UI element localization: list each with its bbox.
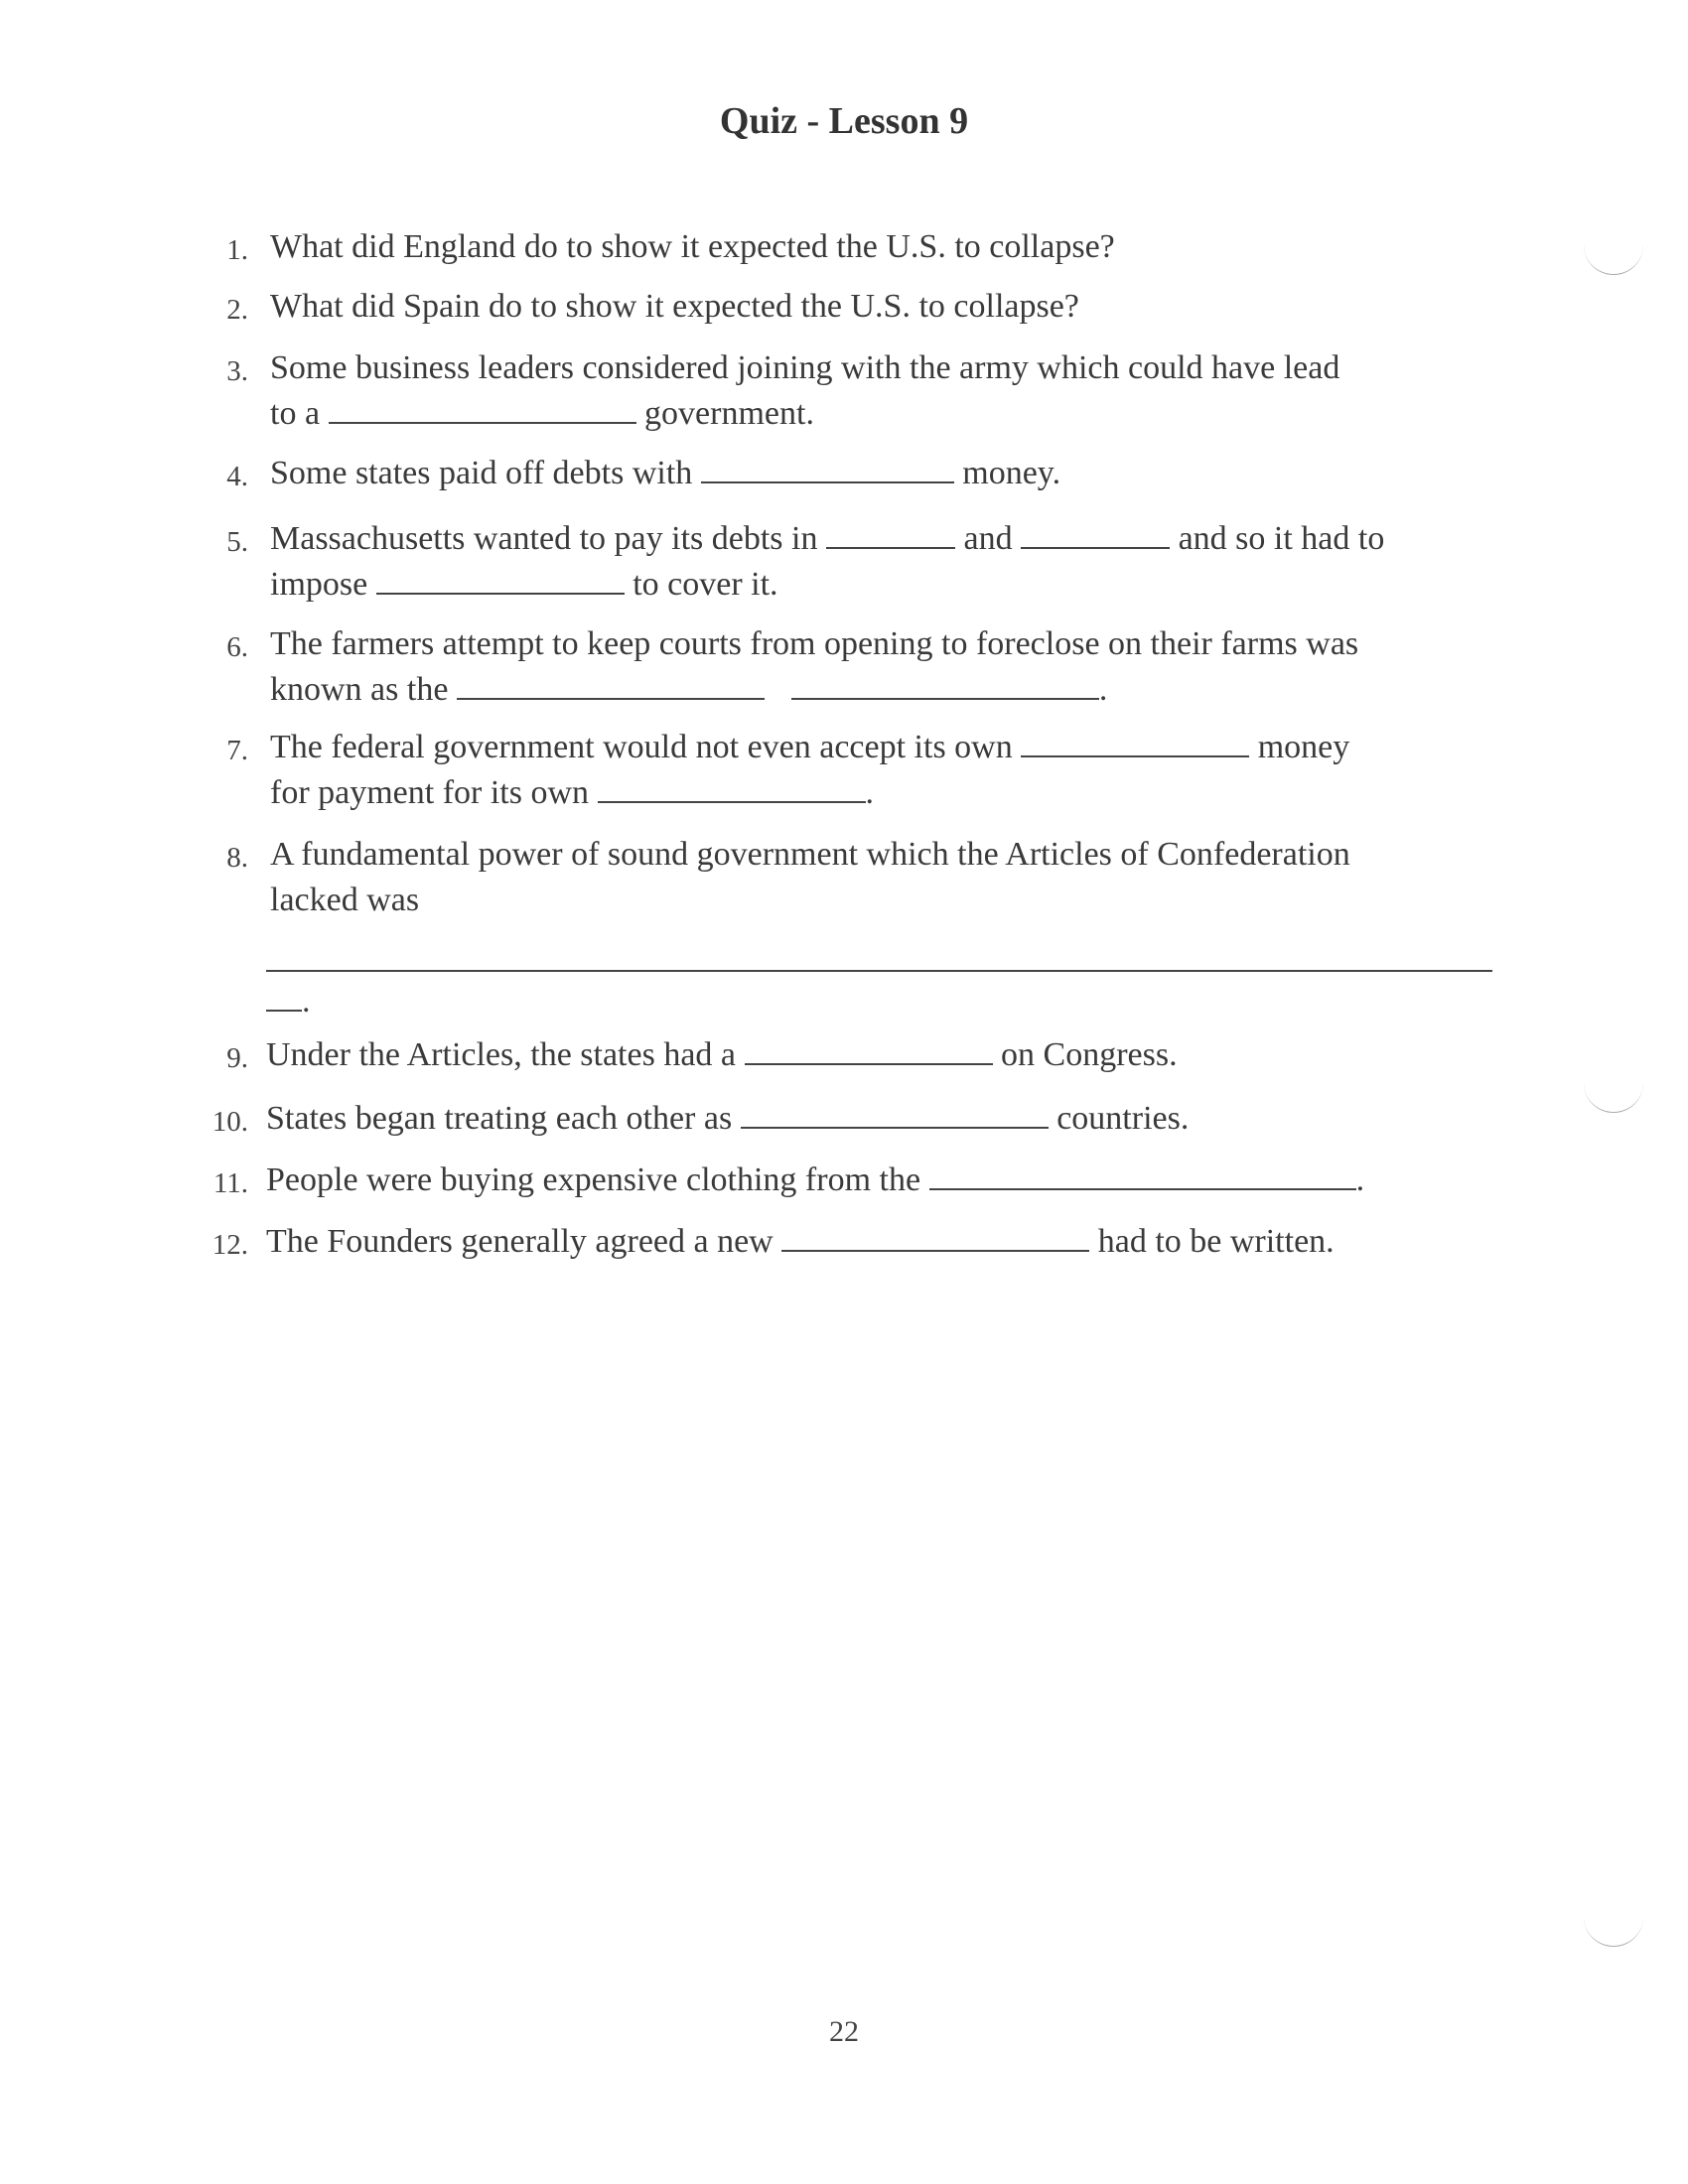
answer-blank[interactable]	[598, 800, 866, 803]
question-text: States began treating each other as	[266, 1100, 733, 1137]
question-text: Some business leaders considered joining with the army which could have lead	[270, 349, 1340, 386]
answer-blank[interactable]	[826, 546, 955, 549]
question-text-line3	[266, 983, 311, 1021]
question-text: Under the Articles, the states had a	[266, 1036, 737, 1073]
question-number: 11.	[212, 1167, 248, 1199]
question-number: 6.	[226, 631, 248, 663]
question-text: countries.	[1056, 1100, 1190, 1137]
question-text: had to be written.	[1097, 1223, 1335, 1260]
answer-blank[interactable]	[457, 697, 765, 700]
question-text: to a	[270, 395, 321, 432]
question-number: 8.	[226, 842, 248, 874]
question-text: .	[1098, 671, 1108, 708]
question-number: 3.	[226, 355, 248, 387]
question-text: .	[865, 774, 875, 811]
question-text-line	[266, 1223, 1335, 1261]
question-text-line	[270, 729, 1349, 766]
answer-blank[interactable]	[266, 1009, 302, 1012]
question-number: 10.	[211, 1106, 248, 1138]
question-text: .	[1355, 1161, 1365, 1198]
question-text: to cover it.	[633, 566, 778, 603]
question-text: lacked was	[270, 882, 420, 918]
question-number: 9.	[226, 1042, 248, 1074]
answer-blank[interactable]	[266, 969, 1492, 972]
question-number: 2.	[226, 294, 248, 326]
question-text-line2	[270, 566, 778, 604]
question-number: 1.	[226, 234, 248, 266]
question-text: The farmers attempt to keep courts from opening to foreclose on their farms was	[270, 625, 1359, 662]
question-text: The Founders generally agreed a new	[266, 1223, 774, 1260]
question-text-line	[266, 1100, 1189, 1138]
question-text: money	[1257, 729, 1350, 765]
binder-hole-mark	[1584, 1916, 1643, 1947]
answer-blank[interactable]	[741, 1126, 1049, 1129]
question-text-line	[266, 1036, 1178, 1074]
question-number: 7.	[226, 735, 248, 766]
question-text: money.	[962, 455, 1061, 491]
question-text: and	[963, 520, 1013, 557]
question-number: 5.	[226, 526, 248, 558]
page-number: 22	[829, 2015, 859, 2048]
question-text: and so it had to	[1178, 520, 1385, 557]
page-title: Quiz - Lesson 9	[719, 100, 969, 142]
question-text-line	[266, 1161, 1364, 1199]
question-text-line2	[270, 774, 874, 812]
answer-blank[interactable]	[791, 697, 1099, 700]
question-number: 12.	[211, 1229, 248, 1261]
answer-blank[interactable]	[929, 1187, 1356, 1190]
question-text: .	[302, 983, 311, 1020]
answer-blank[interactable]	[745, 1062, 993, 1065]
answer-blank[interactable]	[781, 1249, 1089, 1252]
binder-hole-mark	[1584, 244, 1643, 275]
question-text: Some states paid off debts with	[270, 455, 693, 491]
question-text: known as the	[270, 671, 449, 708]
question-text: The federal government would not even accept its own	[270, 729, 1013, 765]
question-text: government.	[644, 395, 814, 432]
question-text: What did Spain do to show it expected the U.S. to collapse?	[270, 288, 1079, 325]
answer-blank[interactable]	[1021, 754, 1249, 757]
binder-hole-mark	[1584, 1082, 1643, 1113]
question-text: What did England do to show it expected the U.S. to collapse?	[270, 228, 1115, 265]
question-text: Massachusetts wanted to pay its debts in	[270, 520, 818, 557]
question-text: A fundamental power of sound government which the Articles of Confederation	[270, 836, 1350, 873]
question-text-line2	[270, 671, 1107, 709]
answer-blank[interactable]	[701, 480, 954, 483]
question-text-line	[270, 455, 1060, 492]
question-text: for payment for its own	[270, 774, 590, 811]
question-text: on Congress.	[1001, 1036, 1178, 1073]
answer-blank[interactable]	[329, 421, 636, 424]
question-text: People were buying expensive clothing from the	[266, 1161, 921, 1198]
question-text-line	[270, 520, 1384, 558]
answer-blank[interactable]	[376, 592, 625, 595]
answer-blank[interactable]	[1021, 546, 1170, 549]
question-number: 4.	[226, 461, 248, 492]
question-text: impose	[270, 566, 368, 603]
question-text-line2	[270, 395, 814, 433]
